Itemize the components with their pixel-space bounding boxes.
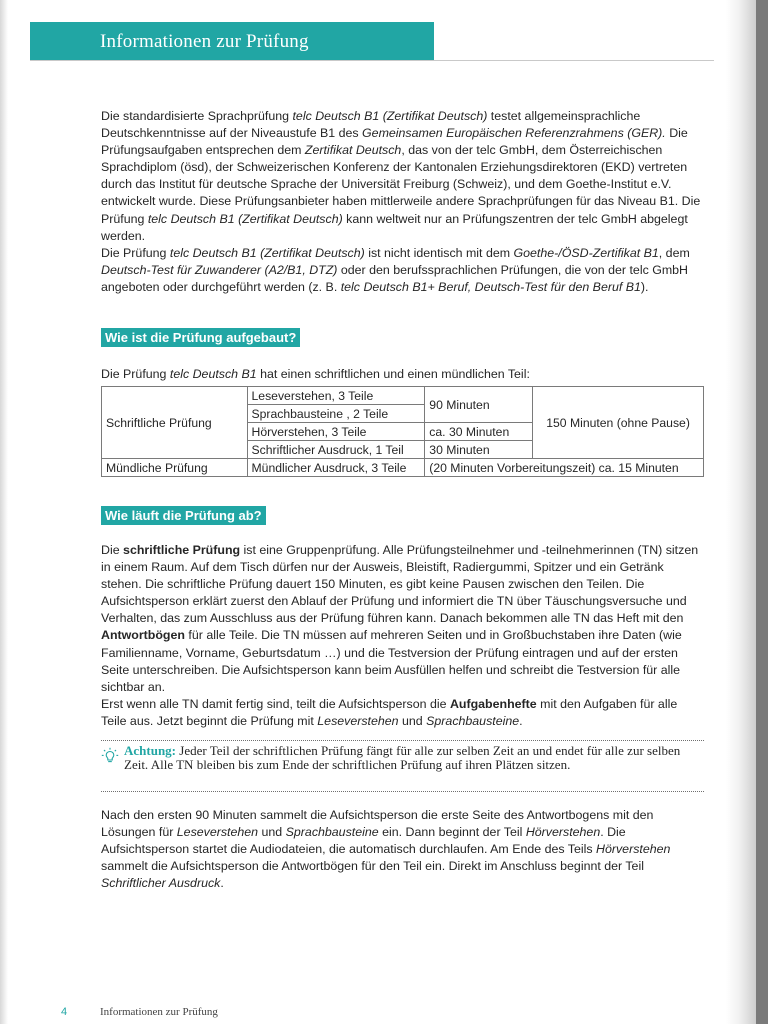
intro-paragraph-1 [101,108,702,245]
text-run: Die standardisierte Sprachprüfung [101,109,293,123]
part-speaking: Mündlicher Ausdruck, 3 Teile [247,459,425,477]
procedure-paragraph-1 [101,542,702,696]
part-writing: Schriftlicher Ausdruck, 1 Teil [247,441,425,459]
italic-run: Zertifikat Deutsch [304,143,402,158]
text-run: hat einen schriftlichen und einen mündlichen Teil: [256,367,530,381]
text-run: oder den berufssprachlichen Prüfungen, die von der telc GmbH angeboten oder durchgeführt werden (z. B. [101,262,689,294]
table-row [102,387,704,405]
text-run: ist nicht identisch mit dem [364,245,514,260]
text-run: testet allgemeinsprachliche Deutschkenntnisse auf der Niveaustufe B1 des [101,109,641,141]
bold-run: schriftliche Prüfung [123,543,241,557]
page-title: Informationen zur Prüfung [100,31,309,52]
text-run: Erst wenn alle TN damit fertig sind, teilt die Aufsichtsperson die [101,696,450,711]
procedure-paragraph-2 [101,696,702,730]
italic-run: Leseverstehen [176,825,259,840]
text-run: für alle Teile. Die TN müssen auf mehreren Seiten und in Großbuchstaben ihre Daten (wie Familienname, Vorname, Geburtsdatum …) und die Testversion der Prüfung eintragen und auf der ersten Seite unterschreiben. Die Aufsichtsperson kann beim Ausfüllen helfen und schreibt die Testversion für alle sichtbar an. [101,628,682,694]
text-run: Die [101,543,124,557]
italic-run: telc Deutsch B1 (Zertifikat Deutsch) [292,109,488,123]
italic-run: telc Deutsch B1 [169,367,257,381]
text-run: ein. Dann beginnt der Teil [378,825,526,840]
exam-structure-table [101,386,704,477]
tip-text [124,744,704,772]
text-run: . [519,713,523,728]
text-run: Die Prüfung [101,245,170,260]
scan-edge-right-shadow [756,0,768,1024]
time-oral: (20 Minuten Vorbereitungszeit) ca. 15 Minuten [425,459,704,477]
section-heading-procedure: Wie läuft die Prüfung ab? [101,506,266,525]
lightbulb-icon [101,747,119,765]
oral-exam-label: Mündliche Prüfung [102,459,248,477]
time-reading-language: 90 Minuten [425,387,533,423]
text-run: sammelt die Aufsichtsperson die Antwortbögen für den Teil ein. Direkt im Anschluss beginnt der Teil [101,859,644,874]
part-listening: Hörverstehen, 3 Teile [247,423,425,441]
table-row [102,459,704,477]
scan-edge-left [0,0,8,1024]
tip-body: Jeder Teil der schriftlichen Prüfung fängt für alle zur selben Zeit an und endet für alle zur selben Zeit. Alle TN bleiben bis zum Ende der schriftlichen Prüfung auf ihren Plätzen sitzen. [124,743,681,773]
tip-box [101,740,704,792]
structure-lead [101,366,702,383]
italic-run: Schriftlicher Ausdruck [101,876,221,891]
header-bar [30,22,434,60]
italic-run: Leseverstehen [317,713,399,728]
italic-run: telc Deutsch B1 (Zertifikat Deutsch) [147,211,343,226]
part-reading: Leseverstehen, 3 Teile [247,387,425,405]
italic-run: Gemeinsamen Europäischen Referenzrahmens (GER). [362,126,666,141]
section-heading-structure: Wie ist die Prüfung aufgebaut? [101,328,300,347]
text-run: , dem [658,245,690,260]
time-writing: 30 Minuten [425,441,533,459]
text-run: und [398,713,427,728]
text-run: . Die Aufsichtsperson startet die Audiodateien, die automatisch durchlaufen. Am Ende des Teils [101,825,626,857]
text-run: ist eine Gruppenprüfung. Alle Prüfungsteilnehmer und -teilnehmerinnen (TN) sitzen in einem Raum. Auf dem Tisch dürfen nur der Ausweis, Bleistift, Radiergummi, Spitzer und ein Getränk stehen. Die schriftliche Prüfung dauert 150 Minuten, es gibt keine Pausen zwischen den Teilen. Die Aufsichtsperson erklärt zuerst den Ablauf der Prüfung und informiert die TN über Täuschungsversuche und Verhalten, das zum Ausschluss aus der Prüfung führen kann. Danach bekommen alle TN das Heft mit den [101,543,699,626]
text-run: , das von der telc GmbH, dem Österreichischen Sprachdiplom (ösd), der Schweizerischen Konferenz der Kantonalen Erziehungsdirektoren (EKD) vertreten durch das Institut für deutsche Sprache der Universität Freiburg (Schweiz), und dem Goethe-Institut e.V. entwickelt wurde. Diese Prüfungsanbieter haben mittlerweile andere Sprachprüfungen für das Niveau B1. Die Prüfung [101,143,701,226]
italic-run: Sprachbausteine [285,825,379,840]
time-total-written: 150 Minuten (ohne Pause) [533,387,704,459]
written-exam-label: Schriftliche Prüfung [102,387,248,459]
italic-run: telc Deutsch B1+ Beruf, Deutsch-Test für den Beruf B1 [340,279,641,294]
page-number: 4 [61,1006,68,1018]
text-run: mit den Aufgaben für alle Teile aus. Jetzt beginnt die Prüfung mit [101,696,678,728]
tip-label: Achtung: [124,743,177,758]
italic-run: Deutsch-Test für Zuwanderer (A2/B1, DTZ) [101,262,338,277]
bold-run: Antwortbögen [101,628,185,643]
intro-paragraph-2 [101,245,702,296]
intro-text [101,108,702,296]
part-language: Sprachbausteine , 2 Teile [247,405,425,423]
procedure-text [101,542,702,730]
after-paragraph-1 [101,807,702,892]
italic-run: Sprachbausteine [426,713,520,728]
time-listening: ca. 30 Minuten [425,423,533,441]
text-run: kann weltweit nur an Prüfungszentren der telc GmbH abgelegt werden. [101,211,688,243]
text-run: ). [640,279,649,294]
italic-run: Hörverstehen [525,825,601,840]
structure-lead-paragraph [101,366,702,383]
italic-run: Goethe-/ÖSD-Zertifikat B1 [513,245,659,260]
text-run: und [258,825,286,840]
italic-run: telc Deutsch B1 (Zertifikat Deutsch) [169,245,365,260]
after-text [101,807,702,892]
footer-title: Informationen zur Prüfung [100,1006,218,1018]
text-run: . [220,876,224,891]
bold-run: Aufgabenhefte [449,696,537,711]
text-run: Nach den ersten 90 Minuten sammelt die Aufsichtsperson die erste Seite des Antwortbogens mit den Lösungen für [101,808,654,840]
text-run: Die Prüfungsaufgaben entsprechen dem [101,126,688,158]
header-divider [30,60,714,61]
italic-run: Hörverstehen [596,842,671,857]
text-run: Die Prüfung [101,367,170,381]
